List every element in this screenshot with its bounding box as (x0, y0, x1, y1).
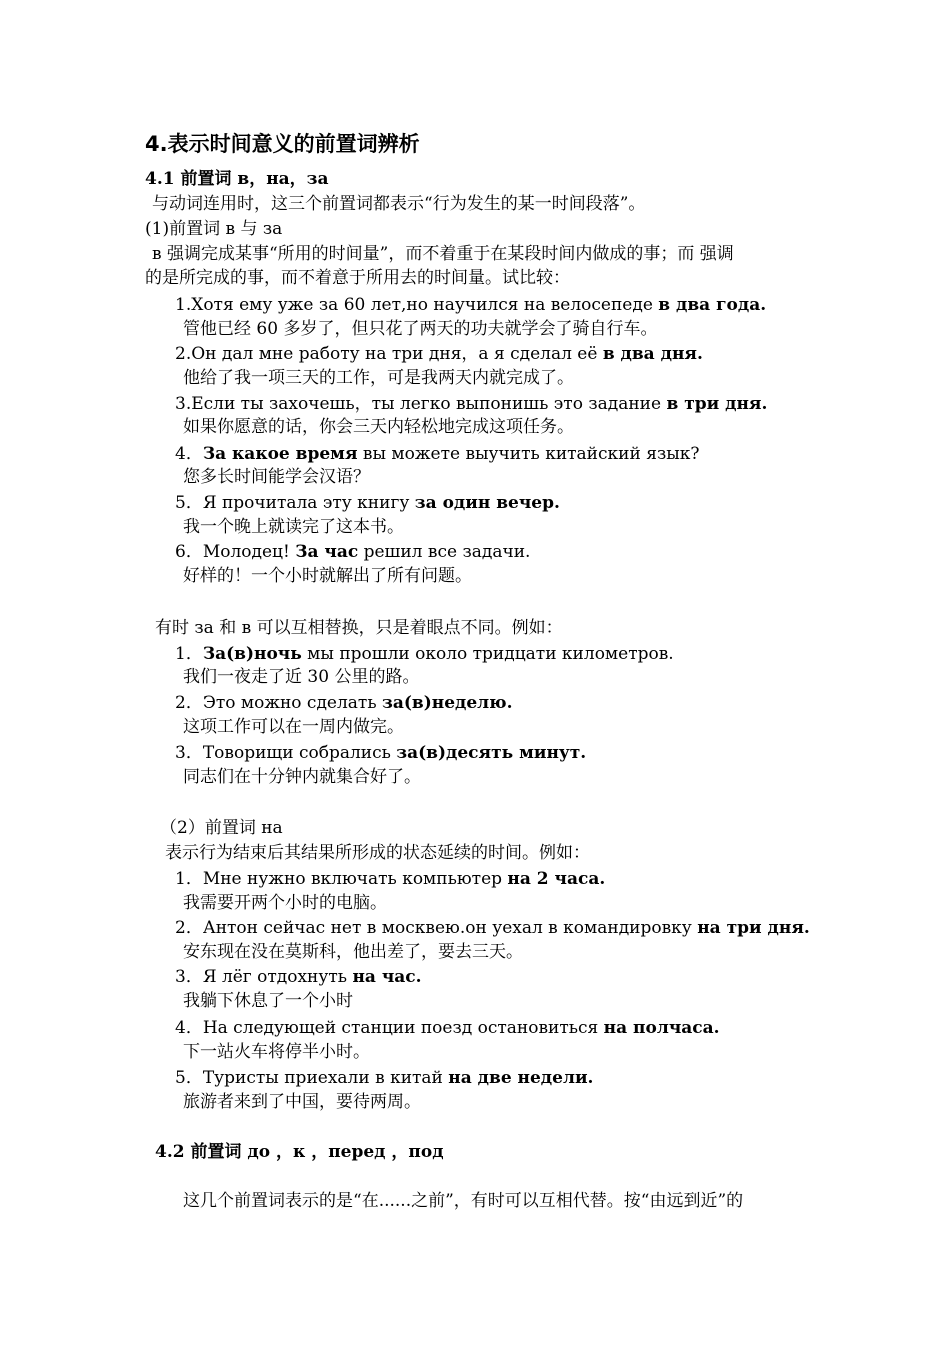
paragraph-line: 这几个前置词表示的是“在......之前”，有时可以互相代替。按“由远到近”的 (183, 1191, 744, 1211)
example-cn: 他给了我一项三天的工作，可是我两天内就完成了。 (183, 368, 574, 388)
example-cn: 我一个晚上就读完了这本书。 (183, 517, 404, 537)
section-4-2-heading: 4.2 前置词 до ，к ，перед ，под (155, 1142, 444, 1162)
example-cn: 我躺下休息了一个小时 (183, 991, 353, 1011)
example-ru: 6．Молодец! За час решил все задачи. (175, 542, 531, 562)
example-cn: 好样的！一个小时就解出了所有问题。 (183, 566, 472, 586)
example-ru: 3．Я лёг отдохнуть на час. (175, 967, 422, 987)
example-ru: 3．Товорищи собрались за(в)десять минут. (175, 743, 587, 763)
example-ru: 4．За какое время вы можете выучить китайский язык? (175, 444, 700, 464)
example-cn: 同志们在十分钟内就集合好了。 (183, 767, 421, 787)
example-cn: 我需要开两个小时的电脑。 (183, 893, 387, 913)
example-cn: 您多长时间能学会汉语？ (183, 467, 370, 487)
example-ru: 2．Антон сейчас нет в москвею.он уехал в командировку на три дня. (175, 918, 810, 938)
example-ru: 2.Он дал мне работу на три дня，а я сделал её в два дня. (175, 344, 703, 364)
example-cn: 管他已经 60 多岁了，但只花了两天的功夫就学会了骑自行车。 (183, 319, 658, 339)
example-ru: 5．Я прочитала эту книгу за один вечер. (175, 493, 560, 513)
example-cn: 安东现在没在莫斯科，他出差了，要去三天。 (183, 942, 523, 962)
paragraph-line: 的是所完成的事，而不着意于所用去的时间量。试比较： (145, 268, 570, 288)
section-4-1-heading: 4.1 前置词 в，на，за (145, 169, 329, 189)
example-cn: 下一站火车将停半小时。 (183, 1042, 370, 1062)
example-cn: 我们一夜走了近 30 公里的路。 (183, 667, 420, 687)
example-ru: 3.Если ты захочешь，ты легко выпонишь это задание в три дня. (175, 394, 768, 414)
section-4-1-intro: 与动词连用时，这三个前置词都表示“行为发生的某一时间段落”。 (152, 194, 646, 214)
example-ru: 2．Это можно сделать за(в)неделю. (175, 693, 513, 713)
subsection-1-heading: (1)前置词 в 与 за (145, 219, 283, 239)
example-cn: 如果你愿意的话，你会三天内轻松地完成这项任务。 (183, 417, 574, 437)
example-ru: 1.Хотя ему уже за 60 лет,но научился на велосепеде в два года. (175, 295, 767, 315)
example-ru: 4．На следующей станции поезд остановиться на полчаса. (175, 1018, 720, 1038)
example-cn: 旅游者来到了中国，要待两周。 (183, 1092, 421, 1112)
example-cn: 这项工作可以在一周内做完。 (183, 717, 404, 737)
subsection-2-heading: （2）前置词 на (160, 818, 283, 838)
paragraph-line: в 强调完成某事“所用的时间量”，而不着重于在某段时间内做成的事；而 强调 (152, 244, 734, 264)
page-title: 4.表示时间意义的前置词辨析 (145, 132, 420, 156)
paragraph-line: 有时 за 和 в 可以互相替换，只是着眼点不同。例如： (155, 618, 563, 638)
example-ru: 5．Туристы приехали в китай на две недели. (175, 1068, 594, 1088)
example-ru: 1．За(в)ночь мы прошли около тридцати километров. (175, 644, 674, 664)
example-ru: 1．Мне нужно включать компьютер на 2 часа. (175, 869, 606, 889)
paragraph-line: 表示行为结束后其结果所形成的状态延续的时间。例如： (165, 843, 590, 863)
